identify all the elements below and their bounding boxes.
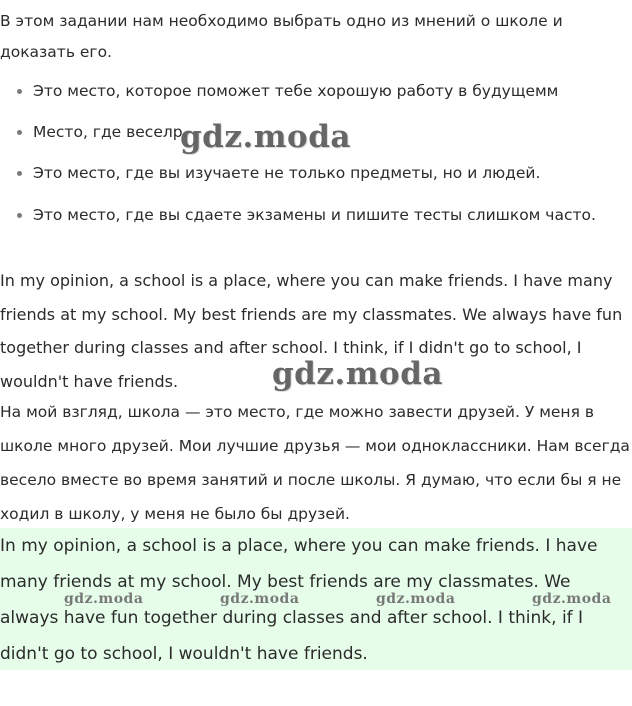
watermark-logo <box>376 591 455 607</box>
opinion-item: Место, где веселр. <box>33 123 188 141</box>
watermark-logo <box>532 591 611 607</box>
answer-english: In my opinion, a school is a place, where you can make friends. I have many friends at my school. My best friends are my classmates. We always have fun together during classes and after school. I think, if I didn't go to school, I wouldn't have friends. <box>0 271 623 391</box>
watermark-logo <box>272 356 443 392</box>
task-intro: В этом задании нам необходимо выбрать одно из мнений о школе и доказать его. <box>0 12 563 61</box>
watermark-logo <box>180 119 351 155</box>
opinion-item: Это место, где вы сдаете экзамены и пишите тесты слишком часто. <box>33 206 596 224</box>
watermark-text: gdz.moda <box>180 119 351 155</box>
watermark-logo <box>64 591 143 607</box>
watermark-text: gdz.moda <box>220 591 300 607</box>
opinion-item: Это место, которое поможет тебе хорошую работу в будущемм <box>33 82 559 100</box>
watermark-text: gdz.moda <box>376 591 456 607</box>
watermark-text: gdz.moda <box>532 591 612 607</box>
answer-russian: На мой взгляд, школа — это место, где можно завести друзей. У меня в школе много друзей. Мои лучшие друзья — мои одноклассники. Нам всегда весело вместе во время занятий и после школы. Я думаю, что если бы я не ходил в школу, у меня не было бы друзей. <box>0 403 630 523</box>
answer-highlighted: In my opinion, a school is a place, where you can make friends. I have many friends at my school. My best friends are my classmates. We always have fun together during classes and after school. I think, if I didn't go to school, I wouldn't have friends. <box>0 536 598 664</box>
watermark-text: gdz.moda <box>272 356 443 392</box>
watermark-logo <box>220 591 299 607</box>
watermark-text: gdz.moda <box>64 591 144 607</box>
opinion-item: Это место, где вы изучаете не только предметы, но и людей. <box>33 164 541 182</box>
